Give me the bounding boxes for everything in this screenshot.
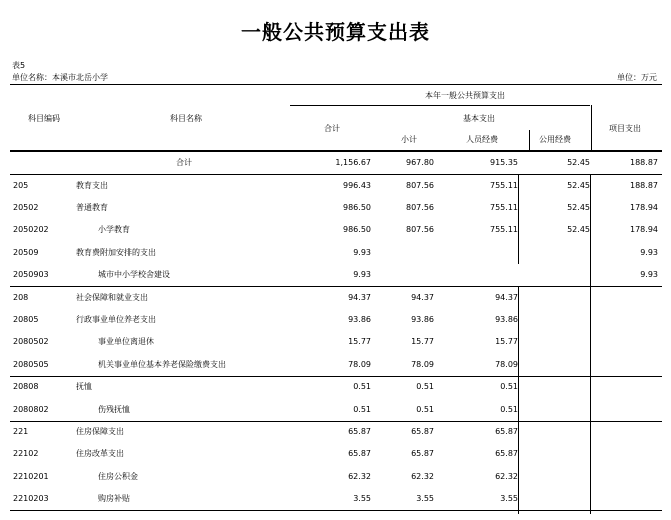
row-personnel-value: 755.11 [490,180,518,190]
row-code: 208 [13,292,29,302]
row-subtotal-value: 93.86 [411,315,434,324]
row-total-value: 986.50 [343,203,371,212]
row-name: 城市中小学校舍建设 [98,270,170,280]
header-public: 公用经费 [539,135,571,144]
row-name: 伤残抚恤 [98,404,130,414]
row-total-value: 0.51 [353,382,371,392]
row-name: 抚恤 [76,382,92,392]
row-code: 2210203 [13,494,49,504]
row-separator [10,174,662,175]
row-personnel-value: 62.32 [495,471,518,481]
row-separator [10,510,662,511]
row-subtotal-value: 0.51 [416,404,434,414]
row-name: 教育费附加安排的支出 [76,247,156,257]
row-personnel-value: 915.35 [490,158,518,168]
table-number: 表5 [12,61,26,70]
row-project-value: 178.94 [630,203,658,212]
row-subtotal-value: 3.55 [416,494,434,504]
row-total-value: 78.09 [348,359,371,369]
row-name: 普通教育 [76,203,108,212]
header-bottom-border [10,150,662,152]
row-total-value: 996.43 [343,180,371,190]
row-code: 2080502 [13,337,49,347]
row-code: 2050202 [13,225,49,235]
row-total-value: 15.77 [348,337,371,347]
page-title: 一般公共预算支出表 [241,20,430,44]
row-public-value: 52.45 [567,225,590,235]
row-total-value: 62.32 [348,471,371,481]
unit-label: 单位：万元 [617,73,657,82]
row-name: 教育支出 [76,180,108,190]
row-name: 住房改革支出 [76,449,124,459]
row-personnel-value: 65.87 [495,449,518,459]
row-personnel-value: 94.37 [495,292,518,302]
row-project-value: 188.87 [630,158,658,168]
header-vline-project [591,105,592,150]
row-subtotal-value: 62.32 [411,471,434,481]
header-name: 科目名称 [170,114,202,123]
table-top-border [10,84,662,85]
row-code: 20509 [13,247,39,257]
row-name: 住房保障支出 [76,427,124,436]
row-subtotal-value: 94.37 [411,292,434,302]
header-current-year: 本年一般公共预算支出 [425,91,505,100]
row-total-value: 3.55 [353,494,371,504]
row-public-value: 52.45 [567,180,590,190]
row-subtotal-value: 78.09 [411,359,434,369]
row-code: 2080505 [13,359,49,369]
header-code: 科目编码 [28,114,60,123]
row-personnel-value: 65.87 [495,427,518,436]
header-personnel: 人员经费 [466,135,498,144]
row-subtotal-value: 15.77 [411,337,434,347]
row-subtotal-value: 0.51 [416,382,434,392]
body-vline-personnel [518,174,519,264]
row-project-value: 178.94 [630,225,658,235]
row-total-value: 65.87 [348,449,371,459]
row-total-value: 1,156.67 [335,158,371,168]
row-code: 22102 [13,449,39,459]
row-personnel-value: 0.51 [500,382,518,392]
row-personnel-value: 3.55 [500,494,518,504]
row-personnel-value: 15.77 [495,337,518,347]
row-personnel-value: 0.51 [500,404,518,414]
row-code: 20805 [13,315,39,324]
row-separator [10,286,662,287]
row-subtotal-value: 65.87 [411,427,434,436]
row-personnel-value: 78.09 [495,359,518,369]
row-code: 20808 [13,382,39,392]
row-name: 事业单位离退休 [98,337,154,347]
row-total-value: 65.87 [348,427,371,436]
body-vline-public [590,174,591,514]
header-subtotal: 小计 [401,135,417,144]
row-total-value: 986.50 [343,225,371,235]
unit-name: 单位名称：本溪市北岳小学 [12,73,108,82]
row-name: 合计 [176,158,192,168]
row-code: 2050903 [13,270,49,280]
row-code: 2080802 [13,404,49,414]
row-total-value: 94.37 [348,292,371,302]
header-project: 项目支出 [609,124,641,133]
row-total-value: 0.51 [353,404,371,414]
row-personnel-value: 93.86 [495,315,518,324]
row-code: 2210201 [13,471,49,481]
row-code: 20502 [13,203,39,212]
row-subtotal-value: 807.56 [406,225,434,235]
row-separator [10,376,662,377]
row-code: 221 [13,427,29,436]
row-subtotal-value: 807.56 [406,180,434,190]
row-name: 住房公积金 [98,471,138,481]
row-project-value: 188.87 [630,180,658,190]
row-separator [10,421,662,422]
row-public-value: 52.45 [567,203,590,212]
row-public-value: 52.45 [567,158,590,168]
row-personnel-value: 755.11 [490,225,518,235]
row-name: 购房补贴 [98,494,130,504]
row-total-value: 9.93 [353,270,371,280]
row-code: 205 [13,180,29,190]
row-project-value: 9.93 [640,270,658,280]
row-name: 小学教育 [98,225,130,235]
row-personnel-value: 755.11 [490,203,518,212]
body-vline-personnel-lower [518,286,519,514]
row-name: 机关事业单位基本养老保险缴费支出 [98,359,226,369]
row-total-value: 9.93 [353,247,371,257]
row-name: 行政事业单位养老支出 [76,315,156,324]
row-subtotal-value: 967.80 [406,158,434,168]
row-project-value: 9.93 [640,247,658,257]
header-basic: 基本支出 [463,114,495,123]
header-divider [290,105,590,106]
row-subtotal-value: 807.56 [406,203,434,212]
row-subtotal-value: 65.87 [411,449,434,459]
header-vline-public [529,130,530,150]
header-total: 合计 [324,124,340,133]
row-total-value: 93.86 [348,315,371,324]
row-name: 社会保障和就业支出 [76,292,148,302]
